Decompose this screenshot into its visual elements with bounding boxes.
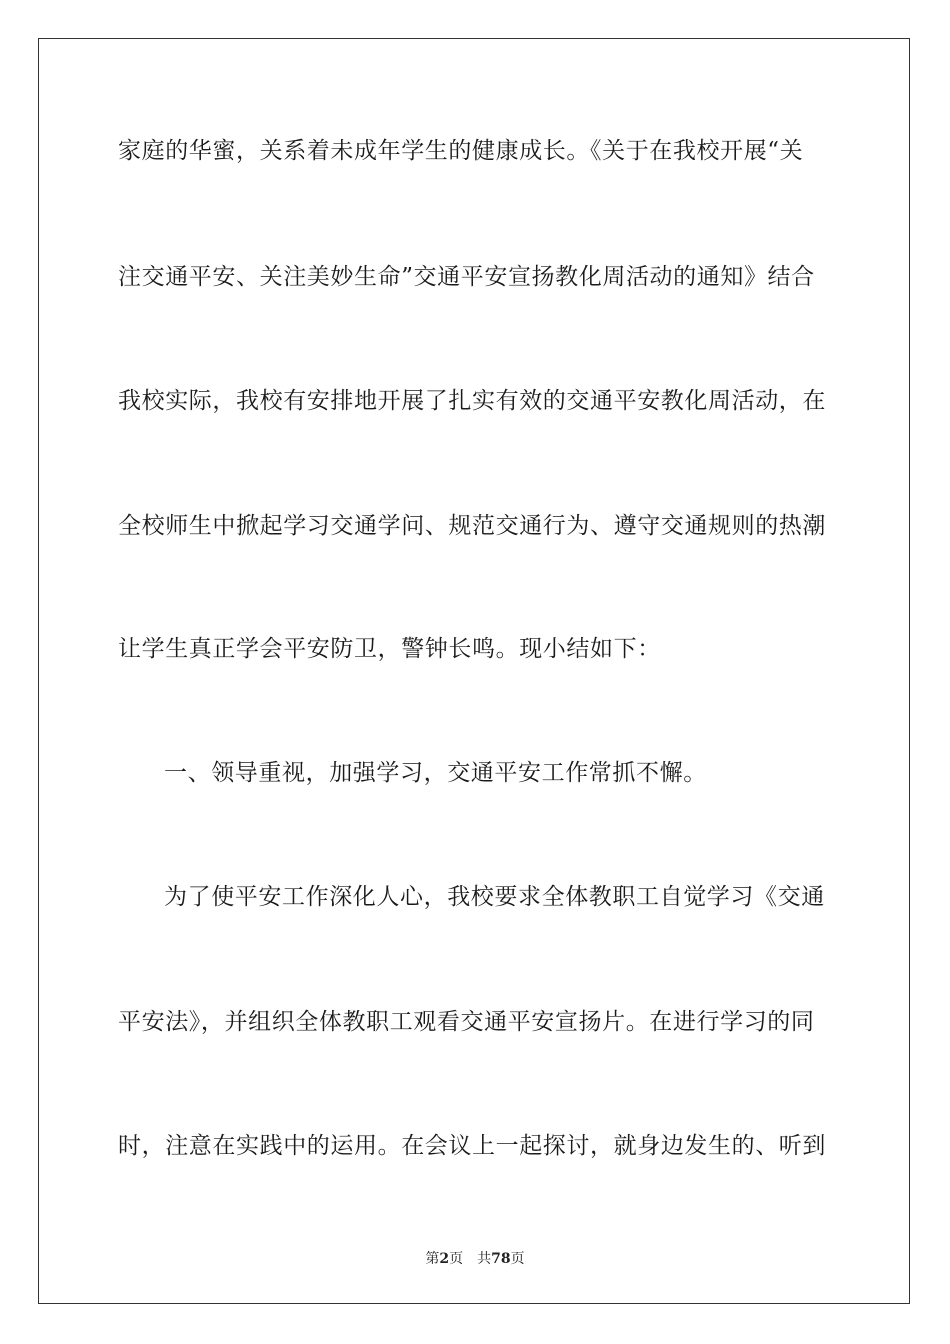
body-text-line-7: 平安法》，并组织全体教职工观看交通平安宣扬片。在进行学习的同 <box>118 1009 815 1035</box>
page-prefix: 第 <box>425 1251 440 1267</box>
total-prefix: 共 <box>477 1251 492 1267</box>
body-text-line-5: 让学生真正学会平安防卫，警钟长鸣。现小结如下： <box>118 636 661 662</box>
total-suffix: 页 <box>510 1251 525 1267</box>
page-suffix: 页 <box>449 1251 464 1267</box>
page-number: 2 <box>439 1251 450 1267</box>
page-footer <box>0 1248 950 1268</box>
body-text-line-8: 时，注意在实践中的运用。在会议上一起探讨，就身边发生的、听到 <box>118 1133 826 1159</box>
body-text-line-3: 我校实际，我校有安排地开展了扎实有效的交通平安教化周活动，在 <box>118 388 826 414</box>
section-heading-1: 一、领导重视，加强学习，交通平安工作常抓不懈。 <box>164 760 707 786</box>
page-border <box>38 38 910 1304</box>
body-text-line-1: 家庭的华蜜，关系着未成年学生的健康成长。《关于在我校开展“关 <box>118 138 804 164</box>
body-text-line-4: 全校师生中掀起学习交通学问、规范交通行为、遵守交通规则的热潮 <box>118 513 826 539</box>
total-pages: 78 <box>491 1251 511 1267</box>
body-text-line-2: 注交通平安、关注美妙生命”交通平安宣扬教化周活动的通知》结合 <box>118 264 815 290</box>
body-text-line-6: 为了使平安工作深化人心，我校要求全体教职工自觉学习《交通 <box>164 884 825 910</box>
